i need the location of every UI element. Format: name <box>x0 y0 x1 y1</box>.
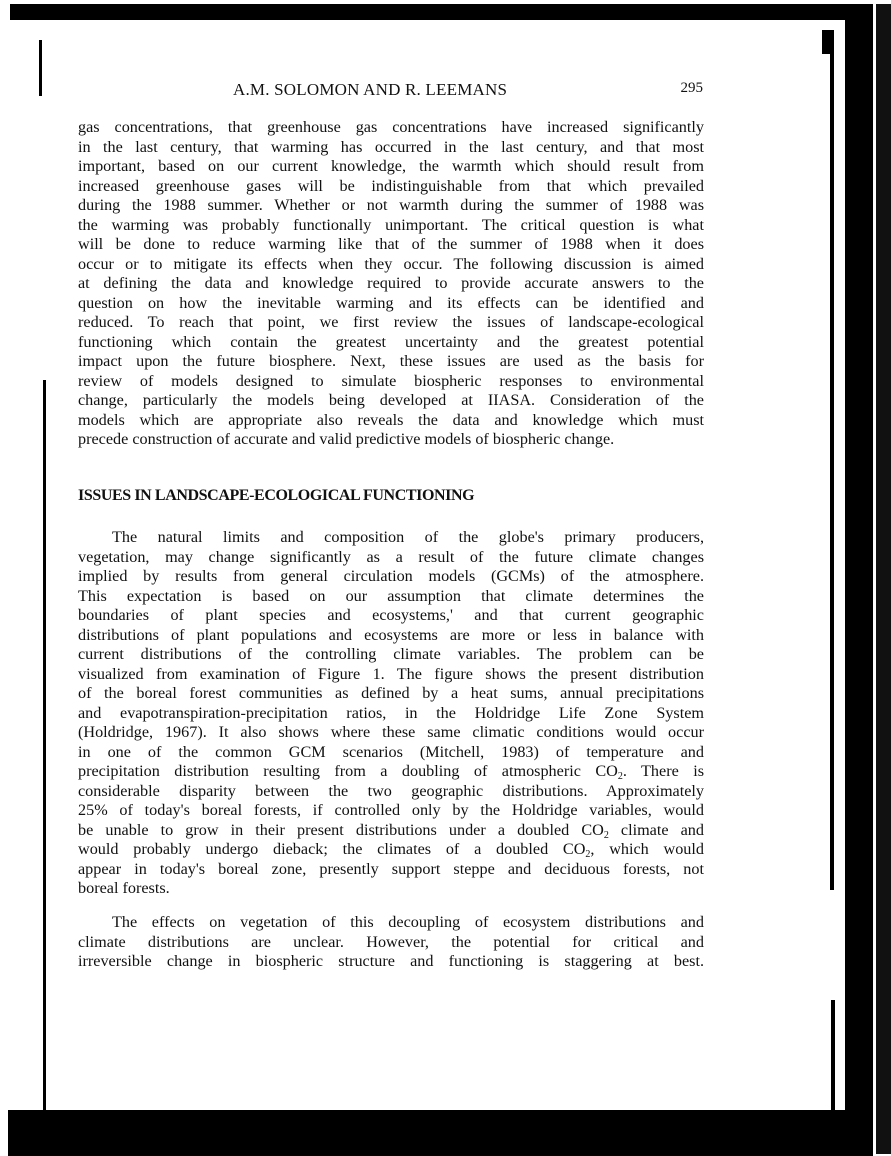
text-line: This expectation is based on our assumption that climate determines the <box>78 586 704 605</box>
text-line: impact upon the future biosphere. Next, these issues are used as the basis for <box>78 352 704 370</box>
text-line: distributions of plant populations and ecosystems are more or less in balance with <box>78 625 704 644</box>
paragraph-2-continued <box>78 762 704 899</box>
text-line: The natural limits and composition of the globe's primary producers, <box>112 528 704 546</box>
text-line: the warming was probably functionally unimportant. The critical question is what <box>78 215 704 234</box>
text-line: gas concentrations, that greenhouse gas concentrations have increased significantly <box>78 118 704 136</box>
text-line: boundaries of plant species and ecosystems,' and that current geographic <box>78 606 704 624</box>
text-line: 25% of today's boreal forests, if controlled only by the Holdridge variables, would <box>78 801 704 819</box>
scan-line-left <box>43 380 46 1110</box>
text-line: important, based on our current knowledge, the warmth which should result from <box>78 157 704 175</box>
text-line: review of models designed to simulate biospheric responses to environmental <box>78 371 704 390</box>
text-line: boreal forests. <box>78 879 170 897</box>
text-line: be unable to grow in their present distributions under a doubled $CO_2$ climate and <box>78 820 704 841</box>
text-line: question on how the inevitable warming and its effects can be identified and <box>78 293 704 312</box>
text-line: visualized from examination of Figure 1. The figure shows the present distribution <box>78 664 704 683</box>
scan-edge-far-right <box>876 4 891 1154</box>
scan-line-right-bottom <box>831 1000 835 1110</box>
text-line: (Holdridge, 1967). It also shows where these same climatic conditions would occur <box>78 723 704 741</box>
scan-line-right <box>830 50 834 890</box>
text-line: of the boreal forest communities as defined by a heat sums, annual precipitations <box>78 684 704 702</box>
text-line: implied by results from general circulation models (GCMs) of the atmosphere. <box>78 567 704 585</box>
text-line: considerable disparity between the two geographic distributions. Approximately <box>78 781 704 800</box>
paragraph-2 <box>78 528 704 762</box>
text-line: reduced. To reach that point, we first review the issues of landscape-ecological <box>78 313 704 331</box>
text-line: climate distributions are unclear. However, the potential for critical and <box>78 932 704 951</box>
running-head-authors: A.M. SOLOMON AND R. LEEMANS <box>233 80 508 99</box>
text-line: in the last century, that warming has occurred in the last century, and that most <box>78 137 704 156</box>
section-heading: ISSUES IN LANDSCAPE-ECOLOGICAL FUNCTIONING <box>78 487 475 504</box>
paragraph-1 <box>78 118 704 450</box>
text-line: would probably undergo dieback; the climates of a doubled $CO_2$, which would <box>78 840 704 860</box>
scan-border-bottom <box>8 1110 848 1156</box>
page-number: 295 <box>680 80 703 96</box>
text-line: increased greenhouse gases will be indistinguishable from that which prevailed <box>78 176 704 195</box>
text-line: current distributions of the controlling climate variables. The problem can be <box>78 645 704 663</box>
running-head <box>233 80 703 102</box>
text-line: vegetation, may change significantly as a result of the future climate changes <box>78 547 704 566</box>
text-line: at defining the data and knowledge required to provide accurate answers to the <box>78 274 704 292</box>
text-line: precede construction of accurate and valid predictive models of biospheric change. <box>78 430 615 448</box>
text-line: precipitation distribution resulting from a doubling of atmospheric $CO_2$. There is <box>78 762 704 782</box>
scan-line-left-top <box>39 40 42 96</box>
text-line: irreversible change in biospheric structure and functioning is staggering at best. <box>78 952 704 970</box>
paragraph-3 <box>78 913 704 972</box>
text-line: appear in today's boreal zone, presently support steppe and deciduous forests, not <box>78 859 704 878</box>
text-line: models which are appropriate also reveals the data and knowledge which must <box>78 410 704 429</box>
text-line: functioning which contain the greatest uncertainty and the greatest potential <box>78 332 704 351</box>
text-line: change, particularly the models being developed at IIASA. Consideration of the <box>78 391 704 409</box>
text-line: in one of the common GCM scenarios (Mitchell, 1983) of temperature and <box>78 742 704 761</box>
text-line: The effects on vegetation of this decoupling of ecosystem distributions and <box>112 913 704 931</box>
text-line: will be done to reduce warming like that of the summer of 1988 when it does <box>78 235 704 253</box>
text-line: occur or to mitigate its effects when they occur. The following discussion is aimed <box>78 254 704 273</box>
scan-border-top <box>10 4 856 20</box>
text-line: and evapotranspiration-precipitation ratios, in the Holdridge Life Zone System <box>78 703 704 722</box>
text-line: during the 1988 summer. Whether or not warmth during the summer of 1988 was <box>78 196 704 214</box>
scan-border-right <box>845 4 873 1156</box>
